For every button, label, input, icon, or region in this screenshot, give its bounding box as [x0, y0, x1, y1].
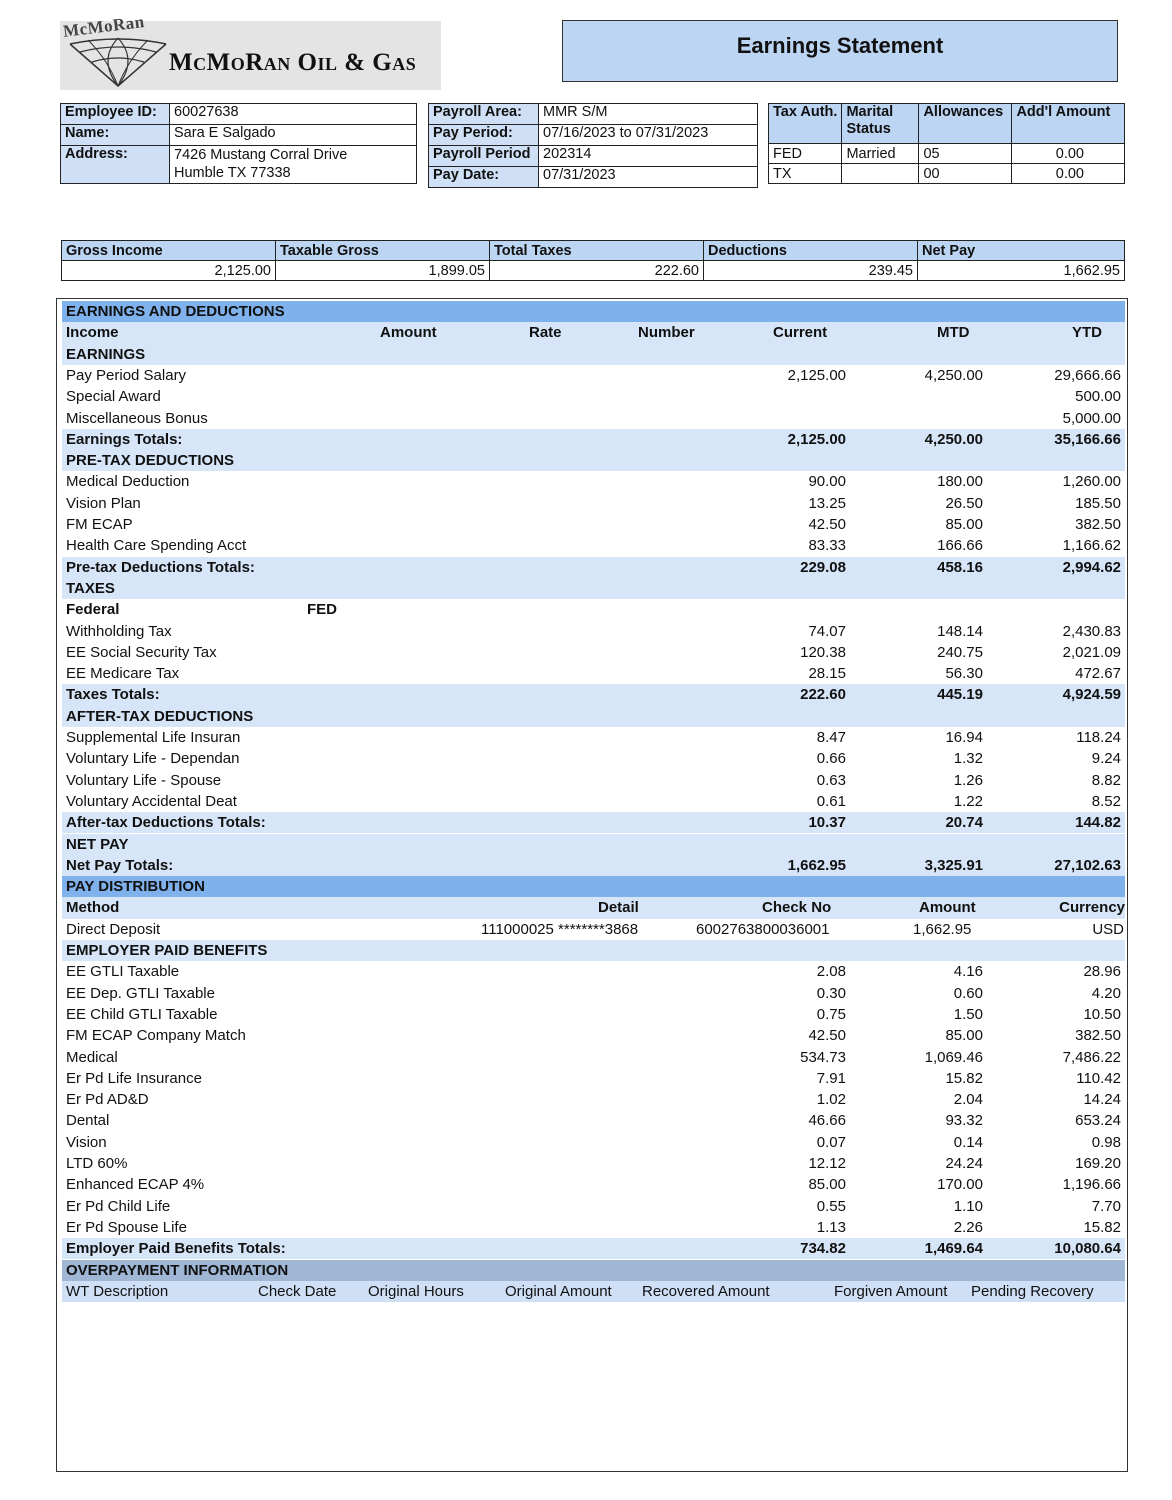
allowances-header: Allowances [919, 104, 1012, 144]
pretax-totals-row: Pre-tax Deductions Totals: 229.08 458.16 2,994.62 [62, 557, 1125, 578]
gross-income-header: Gross Income [62, 241, 276, 261]
deductions-value: 239.45 [704, 261, 918, 281]
recovered-amount-header: Recovered Amount [642, 1282, 770, 1300]
list-item: Er Pd Spouse Life 1.13 2.26 15.82 [66, 1218, 1121, 1236]
total-taxes-header: Total Taxes [490, 241, 704, 261]
list-item: Voluntary Life - Spouse 0.63 1.26 8.82 [66, 771, 1121, 789]
check-date-header: Check Date [258, 1282, 337, 1300]
pay-summary-table [61, 240, 1125, 281]
employee-id-label: Employee ID: [61, 104, 170, 125]
section-pay-distribution: PAY DISTRIBUTION [62, 876, 1125, 897]
section-net-pay: NET PAY [62, 834, 1125, 855]
currency-header: Currency [1059, 899, 1125, 917]
pay-period-label: Pay Period: [429, 125, 539, 146]
list-item: Er Pd AD&D 1.02 2.04 14.24 [66, 1091, 1121, 1109]
list-item: Vision Plan 13.25 26.50 185.50 [66, 494, 1121, 512]
taxable-gross-header: Taxable Gross [276, 241, 490, 261]
employee-info-table [60, 103, 417, 184]
list-item: Enhanced ECAP 4% 85.00 170.00 1,196.66 [66, 1176, 1121, 1194]
addl-amount-header: Add'l Amount [1012, 104, 1125, 144]
list-item: Er Pd Life Insurance 7.91 15.82 110.42 [66, 1069, 1121, 1087]
list-item: Voluntary Life - Dependan 0.66 1.32 9.24 [66, 750, 1121, 768]
section-earnings-deductions: EARNINGS AND DEDUCTIONS [62, 301, 1125, 322]
federal-row: Federal FED [66, 601, 337, 619]
addl-amount: 0.00 [1012, 164, 1125, 184]
ytd-header: YTD [1072, 324, 1102, 342]
payroll-period-label: Payroll Period [429, 146, 539, 167]
pending-recovery-header: Pending Recovery [971, 1282, 1094, 1300]
employee-id: 60027638 [170, 104, 417, 125]
allowances: 00 [919, 164, 1012, 184]
check-no-header: Check No [762, 899, 832, 917]
deductions-header: Deductions [704, 241, 918, 261]
list-item: EE Social Security Tax 120.38 240.75 2,021.09 [66, 643, 1121, 661]
pay-date-label: Pay Date: [429, 167, 539, 188]
section-pretax-deductions: PRE-TAX DEDUCTIONS [62, 450, 1125, 471]
forgiven-amount-header: Forgiven Amount [834, 1282, 948, 1300]
distribution-header-row [62, 897, 1125, 918]
benefits-totals-row: Employer Paid Benefits Totals: 734.82 1,469.64 10,080.64 [62, 1238, 1125, 1259]
mtd-header: MTD [937, 324, 970, 342]
list-item: LTD 60% 12.12 24.24 169.20 [66, 1155, 1121, 1172]
employee-name: Sara E Salgado [170, 125, 417, 146]
list-item: Medical 534.73 1,069.46 7,486.22 [66, 1048, 1121, 1066]
list-item: Dental 46.66 93.32 653.24 [66, 1112, 1121, 1130]
company-name: McMoRan Oil & Gas [169, 49, 417, 76]
section-taxes: TAXES [62, 578, 1125, 599]
address-label: Address: [61, 146, 170, 184]
overpayment-header-row [62, 1281, 1125, 1302]
list-item: Er Pd Child Life 0.55 1.10 7.70 [66, 1197, 1121, 1215]
total-taxes-value: 222.60 [490, 261, 704, 281]
current-header: Current [773, 324, 828, 342]
address-line2: Humble TX 77338 [174, 165, 291, 181]
dist-amount-header: Amount [919, 899, 976, 917]
section-earnings: EARNINGS [62, 344, 1125, 365]
gross-income-value: 2,125.00 [62, 261, 276, 281]
list-item: Voluntary Accidental Deat 0.61 1.22 8.52 [66, 792, 1121, 810]
list-item: EE Medicare Tax 28.15 56.30 472.67 [66, 665, 1121, 683]
list-item: Health Care Spending Acct 83.33 166.66 1,166.62 [66, 537, 1121, 555]
earnings-totals-row: Earnings Totals: 2,125.00 4,250.00 35,166.66 [62, 429, 1125, 450]
list-item: Special Award 500.00 [66, 388, 1121, 406]
method-header: Method [66, 899, 120, 917]
pay-date: 07/31/2023 [539, 167, 758, 188]
original-amount-header: Original Amount [505, 1282, 612, 1300]
tax-auth: FED [769, 144, 842, 164]
detail-header: Detail [598, 899, 639, 917]
tax-auth: TX [769, 164, 842, 184]
list-item: Miscellaneous Bonus 5,000.00 [66, 409, 1121, 427]
allowances: 05 [919, 144, 1012, 164]
address-line1: 7426 Mustang Corral Drive [174, 147, 348, 163]
marital-status [842, 164, 919, 184]
logo-small-text: McMoRan [62, 12, 146, 41]
column-header-row [62, 322, 1125, 343]
aftertax-totals-row: After-tax Deductions Totals: 10.37 20.74 144.82 [62, 812, 1125, 833]
section-employer-paid-benefits: EMPLOYER PAID BENEFITS [62, 940, 1125, 961]
list-item: FM ECAP 42.50 85.00 382.50 [66, 516, 1121, 533]
pay-period: 07/16/2023 to 07/31/2023 [539, 125, 758, 146]
rate-header: Rate [529, 324, 562, 342]
section-aftertax-deductions: AFTER-TAX DEDUCTIONS [62, 706, 1125, 727]
net-pay-totals-row: Net Pay Totals: 1,662.95 3,325.91 27,102.63 [62, 855, 1125, 876]
list-item: Supplemental Life Insuran 8.47 16.94 118.24 [66, 729, 1121, 746]
statement-title: Earnings Statement [562, 20, 1118, 82]
list-item: Vision 0.07 0.14 0.98 [66, 1133, 1121, 1151]
net-pay-header: Net Pay [918, 241, 1125, 261]
original-hours-header: Original Hours [368, 1282, 464, 1300]
income-header: Income [66, 324, 119, 342]
payroll-area: MMR S/M [539, 104, 758, 125]
amount-header: Amount [380, 324, 437, 342]
list-item: Medical Deduction 90.00 180.00 1,260.00 [66, 473, 1121, 491]
list-item: Withholding Tax 74.07 148.14 2,430.83 [66, 622, 1121, 640]
name-label: Name: [61, 125, 170, 146]
payroll-info-table [428, 103, 758, 188]
net-pay-value: 1,662.95 [918, 261, 1125, 281]
list-item: EE Dep. GTLI Taxable 0.30 0.60 4.20 [66, 984, 1121, 1002]
tax-allowance-table [768, 103, 1125, 184]
list-item: EE GTLI Taxable 2.08 4.16 28.96 [66, 963, 1121, 981]
tax-auth-header: Tax Auth. [769, 104, 842, 144]
taxes-totals-row: Taxes Totals: 222.60 445.19 4,924.59 [62, 684, 1125, 705]
number-header: Number [638, 324, 695, 342]
payroll-period: 202314 [539, 146, 758, 167]
list-item: FM ECAP Company Match 42.50 85.00 382.50 [66, 1027, 1121, 1045]
list-item: Pay Period Salary 2,125.00 4,250.00 29,666.66 [66, 366, 1121, 384]
marital-status: Married [842, 144, 919, 164]
payroll-area-label: Payroll Area: [429, 104, 539, 125]
marital-status-header: Marital Status [842, 104, 919, 144]
list-item: EE Child GTLI Taxable 0.75 1.50 10.50 [66, 1005, 1121, 1023]
addl-amount: 0.00 [1012, 144, 1125, 164]
taxable-gross-value: 1,899.05 [276, 261, 490, 281]
wt-description-header: WT Description [66, 1282, 169, 1300]
distribution-row: Direct Deposit 111000025 ********3868 6002763800036001 1,662.95 USD [66, 920, 1124, 938]
section-overpayment-information: OVERPAYMENT INFORMATION [62, 1260, 1125, 1281]
